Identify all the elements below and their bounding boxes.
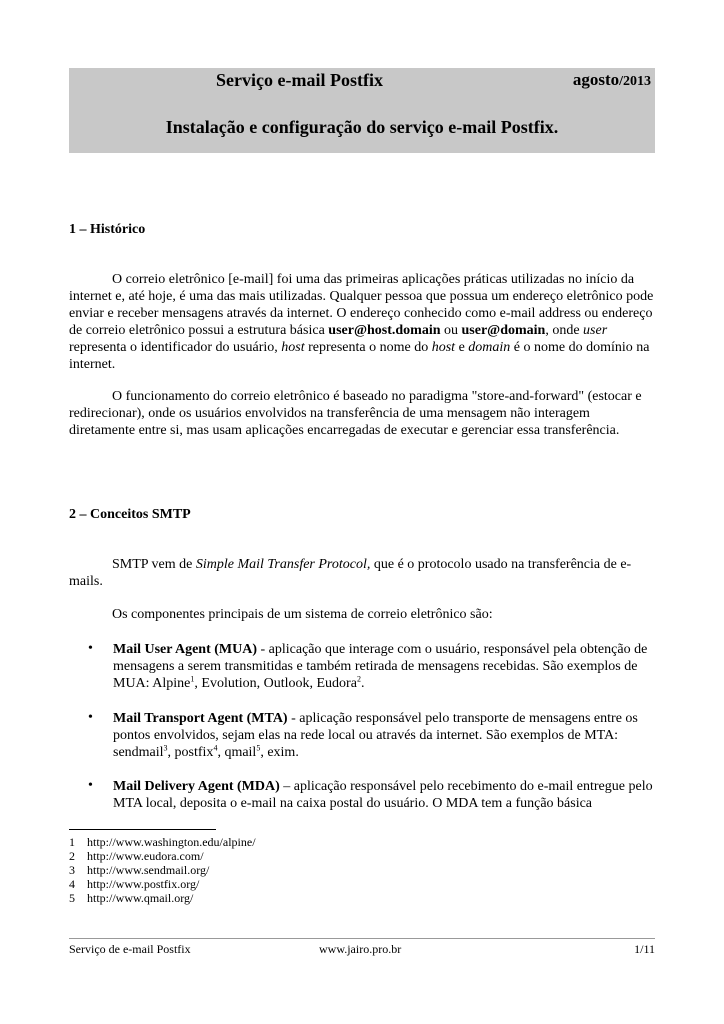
page-number: 1/11 <box>634 942 655 956</box>
paragraph-smtp-1: SMTP vem de Simple Mail Transfer Protocol, que é o protocolo usado na transferência de e-mails. <box>69 557 632 589</box>
bullet-mda: • <box>88 778 93 793</box>
email-format-1: user@host.domain <box>328 323 441 338</box>
date-year: /2013 <box>619 74 651 89</box>
document-date <box>573 70 651 90</box>
footnote-4[interactable]: 4 http://www.postfix.org/ <box>69 877 200 891</box>
footnote-5[interactable]: 5 http://www.qmail.org/ <box>69 891 194 905</box>
date-month: agosto <box>572 70 620 89</box>
footnote-1[interactable]: 1 http://www.washington.edu/alpine/ <box>69 835 256 849</box>
footer-title: Serviço de e-mail Postfix <box>69 942 191 956</box>
paragraph-smtp-2: Os componentes principais de um sistema de correio eletrônico são: <box>112 607 493 622</box>
document-title: Serviço e-mail Postfix <box>216 70 383 90</box>
list-item-mda: Mail Delivery Agent (MDA) – aplicação responsável pelo recebimento do e-mail entregue pelo MTA local, deposita o e-mail na caixa postal do usuário. O MDA tem a função básica <box>113 779 653 811</box>
footnote-3[interactable]: 3 http://www.sendmail.org/ <box>69 863 210 877</box>
document-subtitle: Instalação e configuração do serviço e-mail Postfix. <box>165 117 559 137</box>
footer-separator <box>69 938 655 939</box>
list-item-mua: Mail User Agent (MUA) - aplicação que interage com o usuário, responsável pela obtenção de mensagens a serem transmitidas e também retirada de mensagens recebidas. São exemplos de MUA: Alpine$^1$, Evolution, Outlook, Eudora$^2$. <box>113 642 648 691</box>
footnote-separator <box>69 829 216 830</box>
bullet-mta: • <box>88 710 93 725</box>
paragraph-historico-1: O correio eletrônico [e-mail] foi uma das primeiras aplicações práticas utilizadas no início da internet e, até hoje, é uma das mais utilizadas. Qualquer pessoa que possua um endereço eletrônico pode enviar e receber mensagens através da internet. O endereço conhecido como e-mail address ou endereço de correio eletrônico possui a estrutura básica user@host.domain ou user@domain, onde user representa o identificador do usuário, host representa o nome do host e domain é o nome do domínio na internet. <box>69 272 654 372</box>
paragraph-historico-2: O funcionamento do correio eletrônico é baseado no paradigma "store-and-forward" (estocar e redirecionar), onde os usuários envolvidos na transferência de uma mensagem não interagem diretamente entre si, mas usam aplicações encarregadas de executar e gerenciar essa transferência. <box>69 389 642 438</box>
email-format-2: user@domain <box>461 323 546 338</box>
footer-website[interactable]: www.jairo.pro.br <box>319 942 402 956</box>
section-heading-historico: 1 – Histórico <box>69 222 146 237</box>
footnote-2[interactable]: 2 http://www.eudora.com/ <box>69 849 204 863</box>
section-heading-smtp: 2 – Conceitos SMTP <box>69 507 191 522</box>
bullet-mua: • <box>88 641 93 656</box>
list-item-mta: Mail Transport Agent (MTA) - aplicação responsável pelo transporte de mensagens entre os pontos envolvidos, sejam elas na rede local ou através da internet. São exemplos de MTA: sendmail$^3$, postfix$^4$, qmail$^5$, exim. <box>113 711 638 760</box>
